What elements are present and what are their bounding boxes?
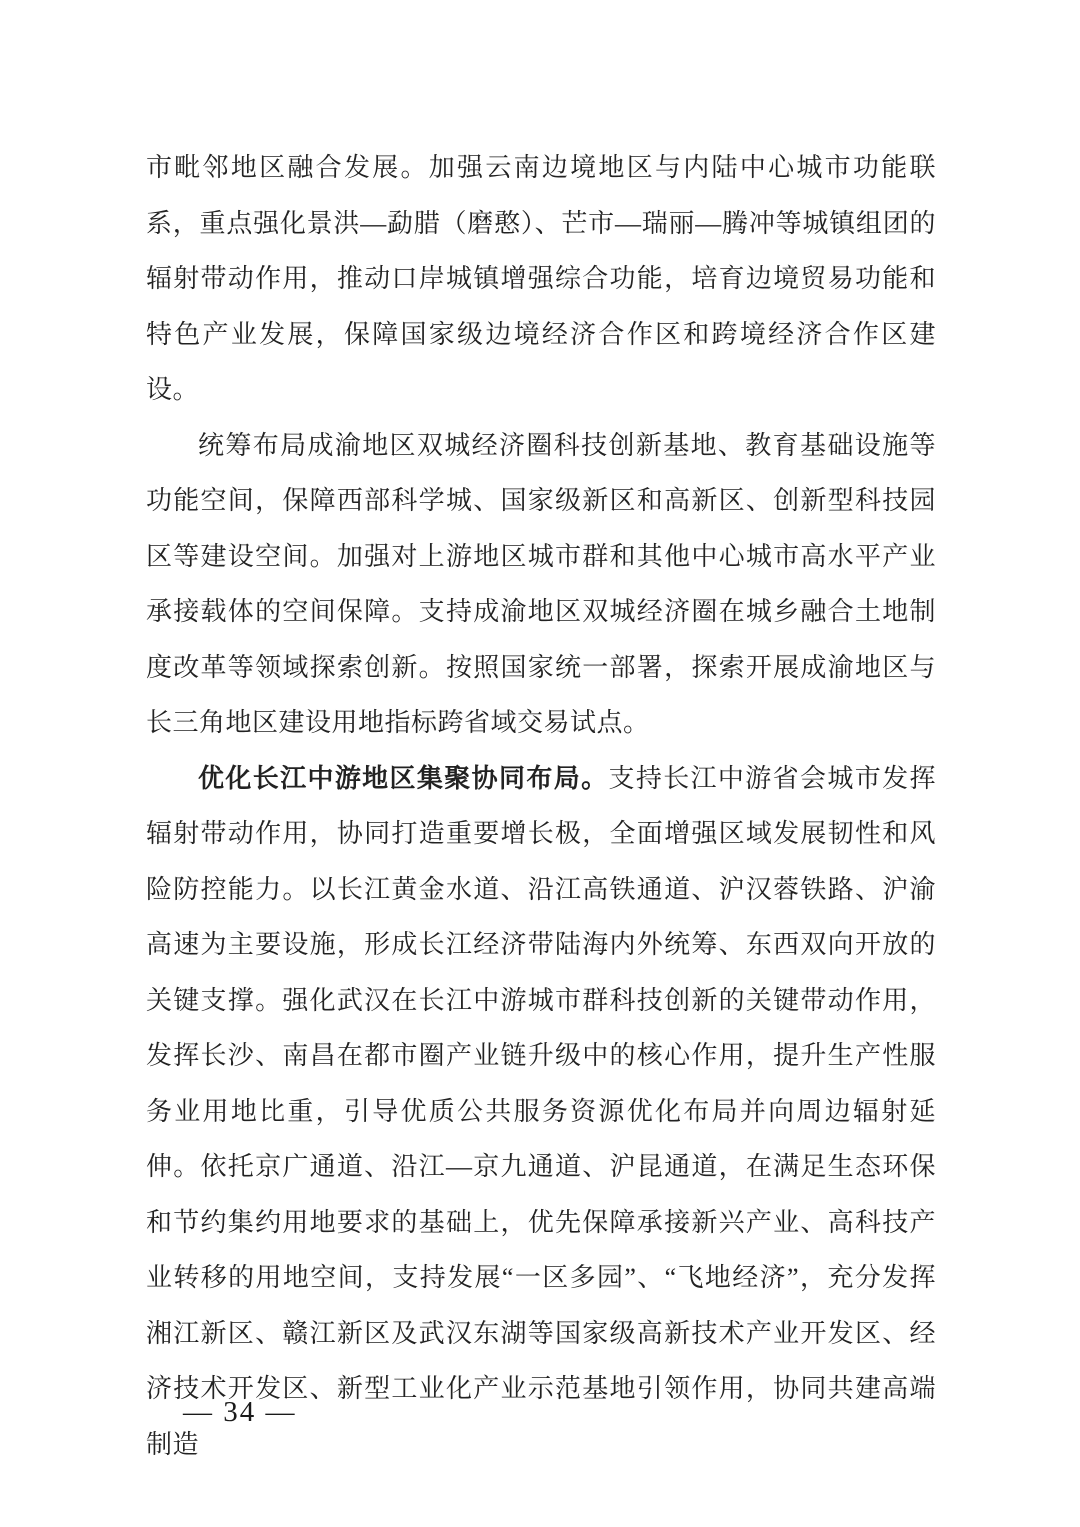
paragraph-body-text: 支持长江中游省会城市发挥辐射带动作用，协同打造重要增长极，全面增强区域发展韧性和风险防控能力。以长江黄金水道、沿江高铁通道、沪汉蓉铁路、沪渝高速为主要设施，形成长江经济带陆海内外统筹、东西双向开放的关键支撑。强化武汉在长江中游城市群科技创新的关键带动作用，发挥长沙、南昌在都市圈产业链升级中的核心作用，提升生产性服务业用地比重，引导优质公共服务资源优化布局并向周边辐射延伸。依托京广通道、沿江—京九通道、沪昆通道，在满足生态环保和节约集约用地要求的基础上，优先保障承接新兴产业、高科技产业转移的用地空间，支持发展“一区多园”、“飞地经济”，充分发挥湘江新区、赣江新区及武汉东湖等国家级高新技术产业开发区、经济技术开发区、新型工业化产业示范基地引领作用，协同共建高端制造 <box>146 763 936 1459</box>
page-number: — 34 — <box>183 1396 297 1428</box>
paragraph-bold-lead: 优化长江中游地区集聚协同布局。 <box>198 763 609 793</box>
paragraph-continuation: 市毗邻地区融合发展。加强云南边境地区与内陆中心城市功能联系，重点强化景洪—勐腊（磨憨）、芒市—瑞丽—腾冲等城镇组团的辐射带动作用，推动口岸城镇增强综合功能，培育边境贸易功能和特色产业发展，保障国家级边境经济合作区和跨境经济合作区建设。 <box>146 153 936 404</box>
document-body <box>146 140 936 1472</box>
paragraph-chengyu-region: 统筹布局成渝地区双城经济圈科技创新基地、教育基础设施等功能空间，保障西部科学城、国家级新区和高新区、创新型科技园区等建设空间。加强对上游地区城市群和其他中心城市高水平产业承接载体的空间保障。支持成渝地区双城经济圈在城乡融合土地制度改革等领域探索创新。按照国家统一部署，探索开展成渝地区与长三角地区建设用地指标跨省域交易试点。 <box>146 430 936 737</box>
page-footer <box>146 1352 297 1472</box>
